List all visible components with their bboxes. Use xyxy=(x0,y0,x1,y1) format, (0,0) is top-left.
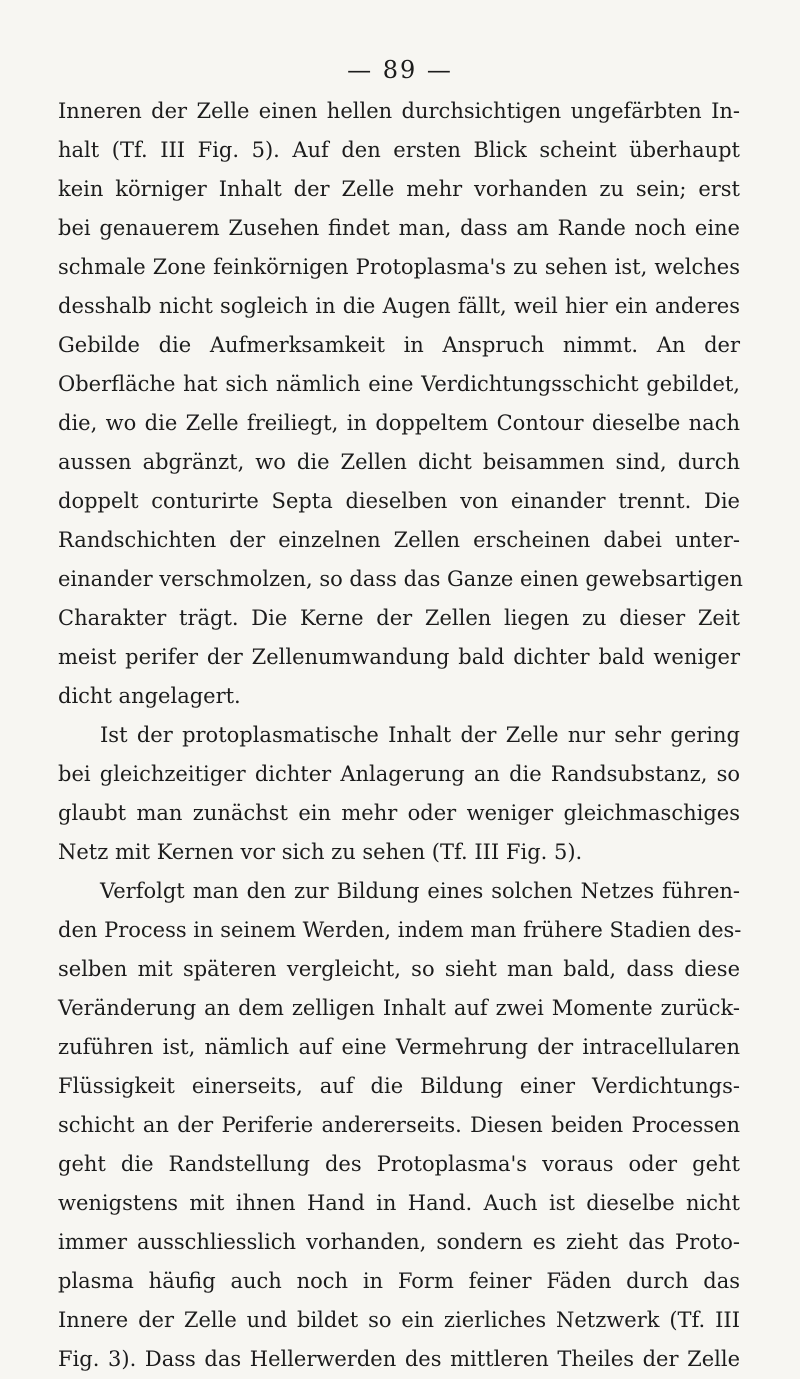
text-line: wenigstens mit ihnen Hand in Hand. Auch ist dieselbe nicht xyxy=(58,1191,740,1215)
body-text xyxy=(58,92,743,1379)
text-line: aussen abgränzt, wo die Zellen dicht beisammen sind, durch xyxy=(58,450,740,474)
text-line: Randschichten der einzelnen Zellen erscheinen dabei unter- xyxy=(58,528,740,552)
paragraph xyxy=(58,716,740,872)
text-line: schmale Zone feinkörnigen Protoplasma's zu sehen ist, welches xyxy=(58,255,740,279)
paragraph xyxy=(58,872,740,1379)
text-line: dicht angelagert. xyxy=(58,684,241,708)
text-line: Inneren der Zelle einen hellen durchsichtigen ungefärbten In- xyxy=(58,99,740,123)
text-line: Gebilde die Aufmerksamkeit in Anspruch nimmt. An der xyxy=(58,333,740,357)
text-line: bei gleichzeitiger dichter Anlagerung an die Randsubstanz, so xyxy=(58,762,740,786)
text-line: Netz mit Kernen vor sich zu sehen (Tf. III Fig. 5). xyxy=(58,840,583,864)
text-line: glaubt man zunächst ein mehr oder weniger gleichmaschiges xyxy=(58,801,740,825)
text-line: desshalb nicht sogleich in die Augen fällt, weil hier ein anderes xyxy=(58,294,740,318)
text-line: kein körniger Inhalt der Zelle mehr vorhanden zu sein; erst xyxy=(58,177,740,201)
text-line: selben mit späteren vergleicht, so sieht man bald, dass diese xyxy=(58,957,740,981)
text-line: doppelt conturirte Septa dieselben von einander trennt. Die xyxy=(58,489,740,513)
text-line: plasma häufig auch noch in Form feiner Fäden durch das xyxy=(58,1269,740,1293)
text-line: schicht an der Periferie andererseits. Diesen beiden Processen xyxy=(58,1113,740,1137)
text-line: den Process in seinem Werden, indem man frühere Stadien des- xyxy=(58,918,742,942)
paragraph xyxy=(58,92,743,716)
text-line: immer ausschliesslich vorhanden, sondern es zieht das Proto- xyxy=(58,1230,740,1254)
text-line: Fig. 3). Dass das Hellerwerden des mittleren Theiles der Zelle xyxy=(58,1347,740,1371)
text-line: Charakter trägt. Die Kerne der Zellen liegen zu dieser Zeit xyxy=(58,606,740,630)
text-line: Veränderung an dem zelligen Inhalt auf zwei Momente zurück- xyxy=(58,996,740,1020)
text-line: Ist der protoplasmatische Inhalt der Zelle nur sehr gering xyxy=(100,723,740,747)
text-line: bei genauerem Zusehen findet man, dass am Rande noch eine xyxy=(58,216,740,240)
text-line: Verfolgt man den zur Bildung eines solchen Netzes führen- xyxy=(100,879,740,903)
text-line: Innere der Zelle und bildet so ein zierliches Netzwerk (Tf. III xyxy=(58,1308,740,1332)
text-line: geht die Randstellung des Protoplasma's voraus oder geht xyxy=(58,1152,740,1176)
text-line: zuführen ist, nämlich auf eine Vermehrung der intracellularen xyxy=(58,1035,740,1059)
text-line: einander verschmolzen, so dass das Ganze einen gewebsartigen xyxy=(58,567,743,591)
text-line: Oberfläche hat sich nämlich eine Verdichtungsschicht gebildet, xyxy=(58,372,740,396)
page-number: — 89 — xyxy=(347,56,453,84)
text-line: halt (Tf. III Fig. 5). Auf den ersten Blick scheint überhaupt xyxy=(58,138,740,162)
text-line: meist perifer der Zellenumwandung bald dichter bald weniger xyxy=(58,645,740,669)
text-line: die, wo die Zelle freiliegt, in doppeltem Contour dieselbe nach xyxy=(58,411,740,435)
text-line: Flüssigkeit einerseits, auf die Bildung einer Verdichtungs- xyxy=(58,1074,740,1098)
